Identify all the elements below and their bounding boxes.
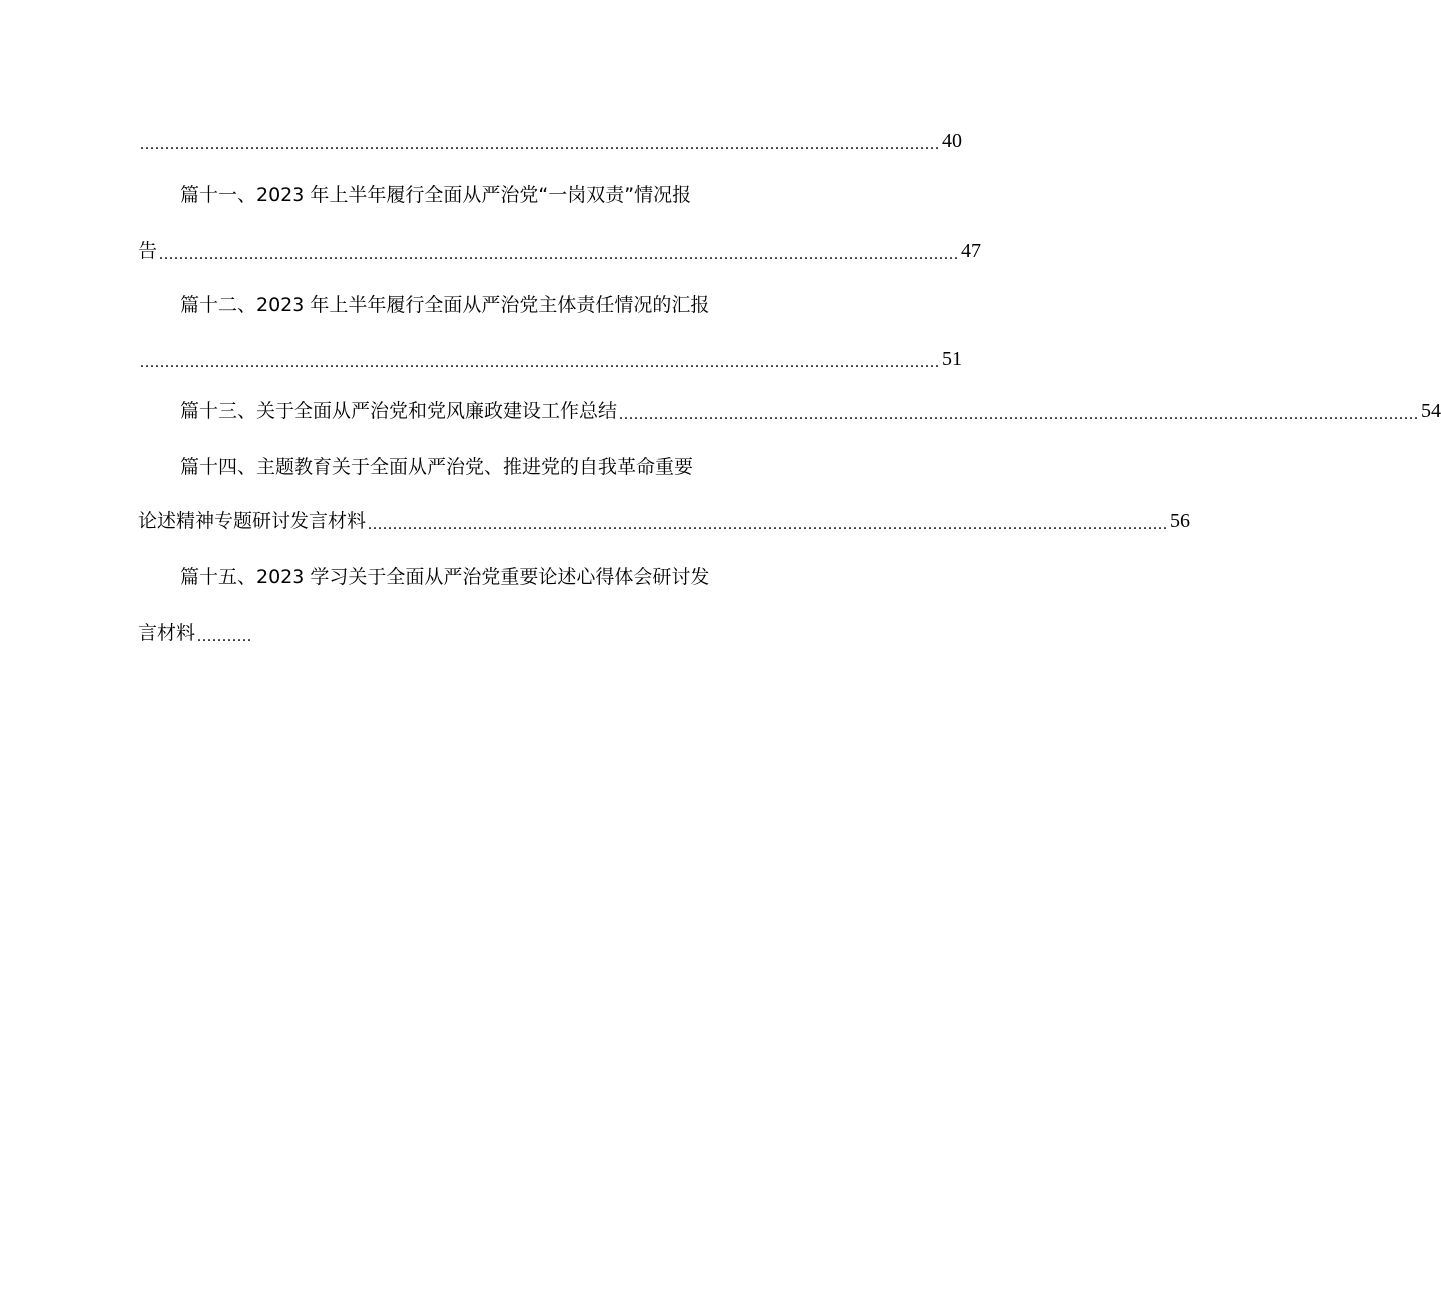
toc-entry-13[interactable] bbox=[180, 396, 1441, 426]
dot-leader: ................................................................................................................................................................ bbox=[159, 246, 960, 263]
toc-entry-14-title[interactable] bbox=[180, 452, 778, 482]
toc-entry-text: 告 bbox=[138, 240, 158, 262]
toc-entry-15-title[interactable] bbox=[180, 562, 778, 592]
toc-entry-14-leader-line[interactable] bbox=[138, 506, 1191, 536]
toc-page-number[interactable]: 47 bbox=[961, 240, 982, 262]
toc-page-number[interactable]: 56 bbox=[1170, 510, 1191, 532]
toc-page-number[interactable]: 54 bbox=[1421, 400, 1441, 422]
toc-entry-text: 篇十四、主题教育关于全面从严治党、推进党的自我革命重要 bbox=[180, 456, 694, 478]
toc-entry-text: 篇十五、2023 学习关于全面从严治党重要论述心得体会研讨发 bbox=[180, 566, 710, 588]
toc-entry-11-title[interactable] bbox=[180, 180, 778, 210]
toc-entry-text: 篇十三、关于全面从严治党和党风廉政建设工作总结 bbox=[180, 400, 618, 422]
toc-entry-text: 篇十一、2023 年上半年履行全面从严治党“一岗双责”情况报 bbox=[180, 184, 692, 206]
toc-page-number[interactable]: 40 bbox=[942, 130, 962, 152]
toc-entry-15-leader-line[interactable] bbox=[138, 618, 778, 648]
toc-page-number[interactable]: 51 bbox=[942, 348, 962, 370]
dot-leader: ................................................................................................................................................................ bbox=[368, 516, 1169, 533]
toc-entry-12-title[interactable] bbox=[180, 290, 778, 320]
toc-entry-text: 言材料 bbox=[138, 622, 196, 644]
toc-entry-11-leader-line[interactable] bbox=[138, 236, 982, 266]
dot-leader: ........... bbox=[197, 628, 253, 645]
toc-entry-text: 篇十二、2023 年上半年履行全面从严治党主体责任情况的汇报 bbox=[180, 294, 710, 316]
dot-leader: ................................................................................................................................................................ bbox=[140, 136, 940, 153]
toc-entry-10-leader-line bbox=[138, 126, 962, 156]
toc-entry-12-leader-line[interactable] bbox=[138, 344, 962, 374]
dot-leader: ................................................................................................................................................................ bbox=[140, 354, 940, 371]
dot-leader: ................................................................................................................................................................ bbox=[619, 406, 1420, 423]
toc-entry-text: 论述精神专题研讨发言材料 bbox=[138, 510, 367, 532]
